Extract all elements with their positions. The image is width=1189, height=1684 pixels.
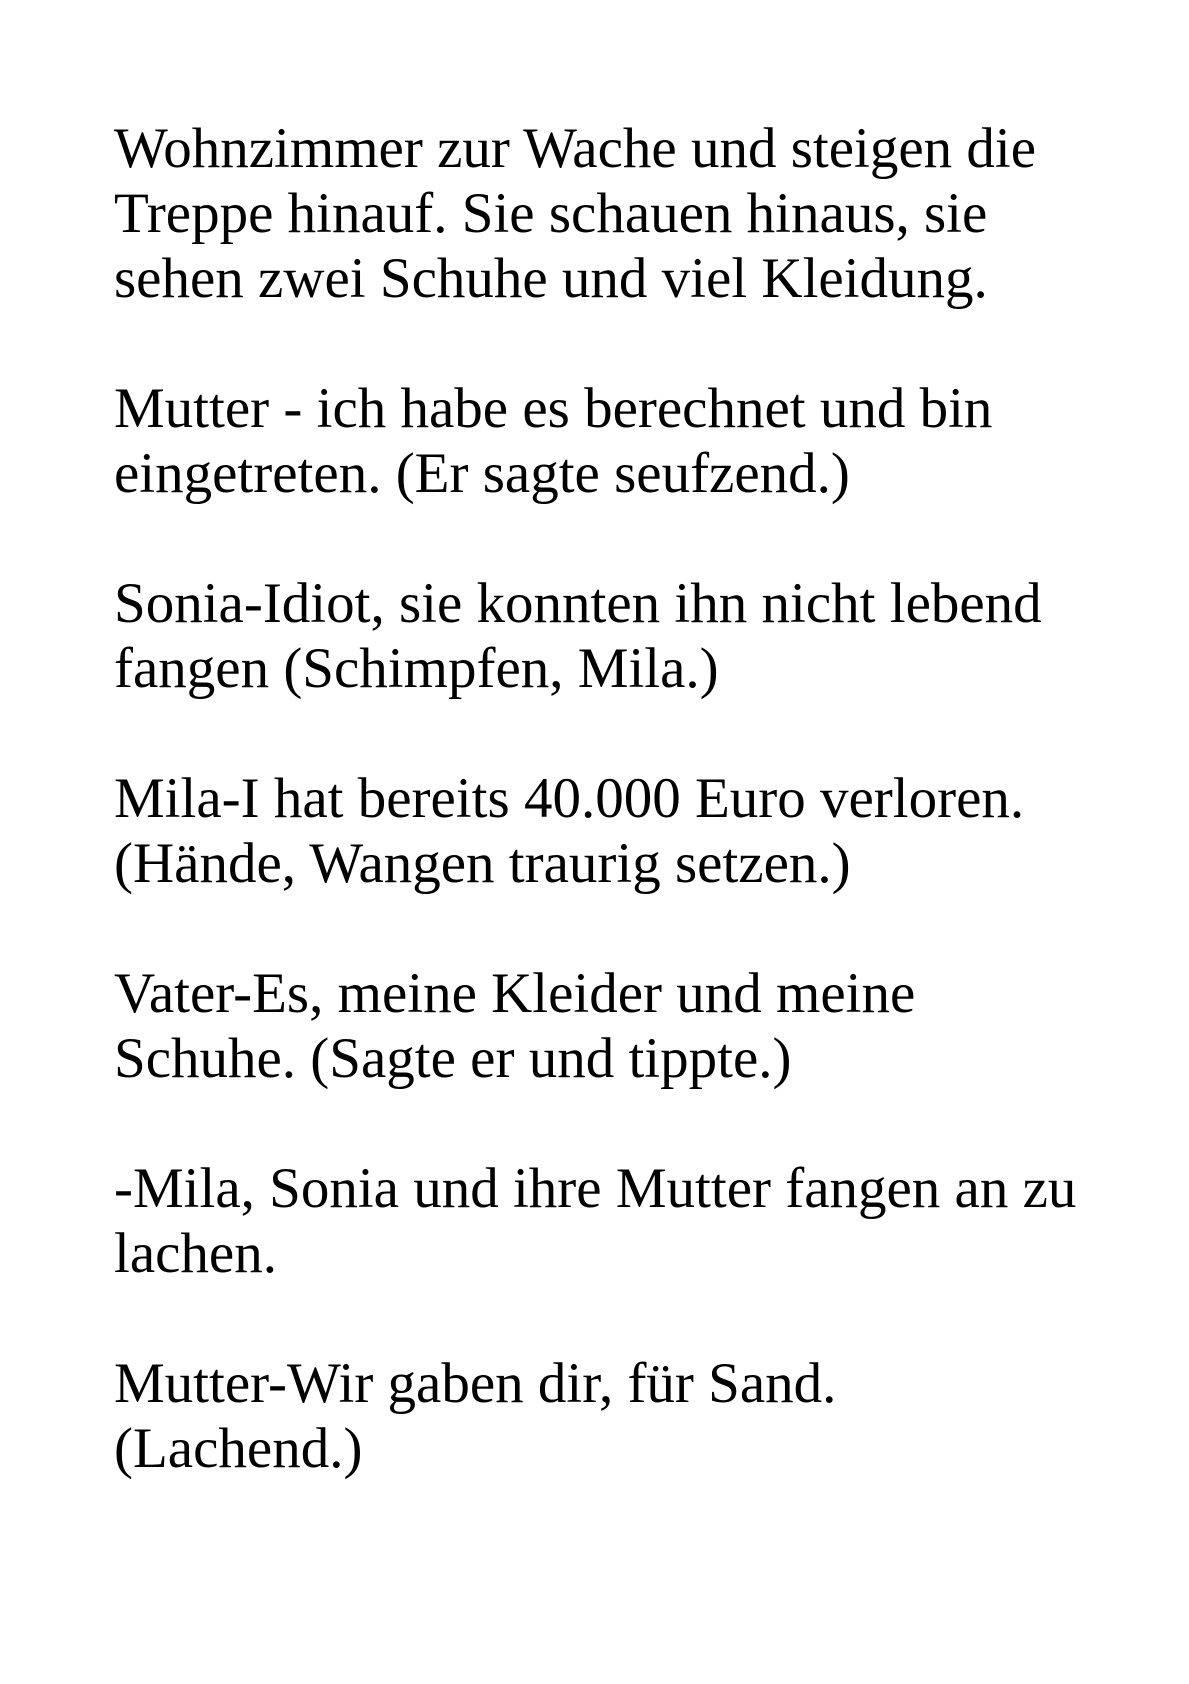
text-line: eingetreten. (Er sagte seufzend.) [114, 442, 850, 505]
text-line: Mila-I hat bereits 40.000 Euro verloren. [114, 767, 1025, 830]
paragraph-3 [114, 571, 1129, 701]
paragraph-4 [114, 766, 1129, 896]
paragraph-7 [114, 1351, 1129, 1481]
text-line: Sonia-Idiot, sie konnten ihn nicht lebend [114, 572, 1042, 635]
text-line: fangen (Schimpfen, Mila.) [114, 637, 719, 700]
paragraph-2 [114, 376, 1129, 506]
text-line: Treppe hinauf. Sie schauen hinaus, sie [114, 182, 988, 245]
text-line: -Mila, Sonia und ihre Mutter fangen an zu [114, 1157, 1077, 1220]
text-line: sehen zwei Schuhe und viel Kleidung. [114, 247, 988, 310]
text-line: (Hände, Wangen traurig setzen.) [114, 832, 851, 895]
paragraph-5 [114, 961, 1129, 1091]
text-line: Vater-Es, meine Kleider und meine [114, 962, 916, 1025]
text-line: Schuhe. (Sagte er und tippte.) [114, 1027, 792, 1090]
text-line: Mutter-Wir gaben dir, für Sand. [114, 1352, 837, 1415]
text-line: Mutter - ich habe es berechnet und bin [114, 377, 993, 440]
paragraph-1 [114, 116, 1129, 311]
paragraph-6 [114, 1156, 1129, 1286]
text-line: lachen. [114, 1222, 277, 1285]
text-line: (Lachend.) [114, 1417, 363, 1480]
text-line: Wohnzimmer zur Wache und steigen die [114, 117, 1037, 180]
